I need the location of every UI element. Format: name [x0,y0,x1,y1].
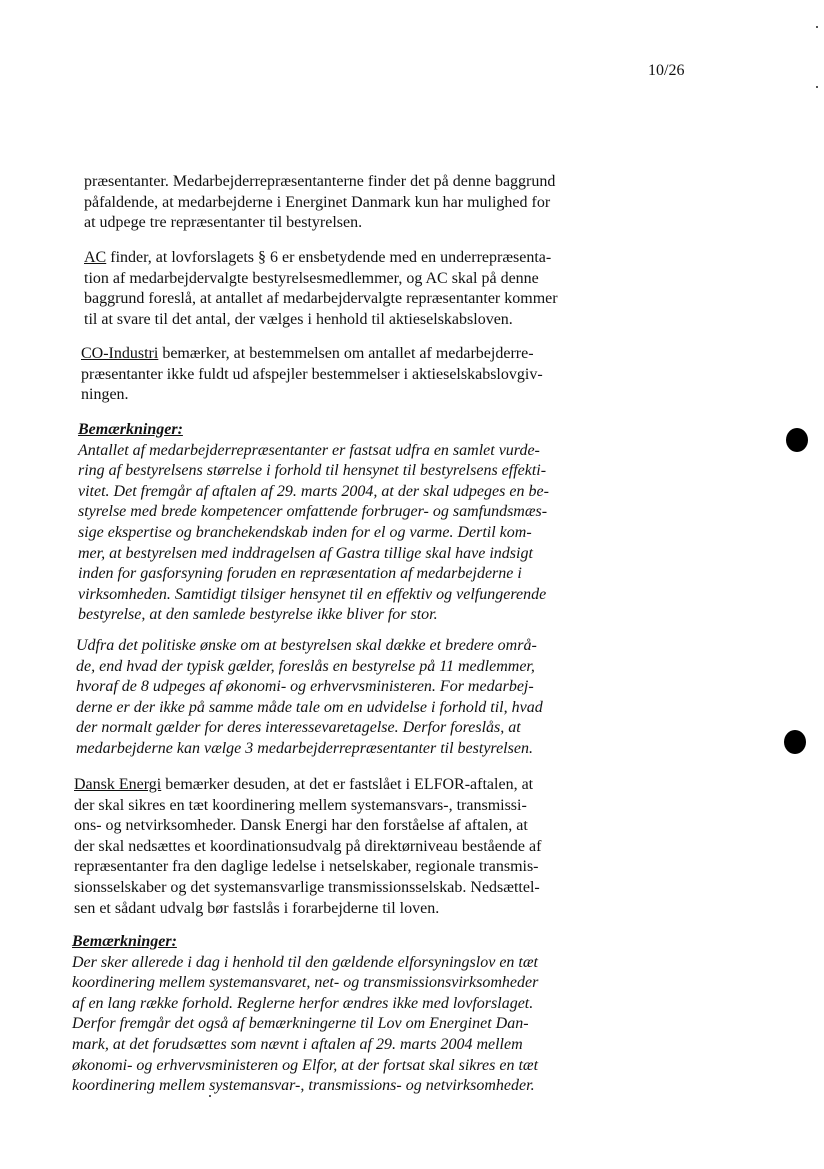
text-line: Der sker allerede i dag i henhold til den gældende elforsyningslov en tæt [72,953,538,971]
margin-dot-mark [784,730,806,754]
text-line: koordinering mellem systemansvar-, transmissions- og netvirksomheder. [72,1077,535,1095]
scan-speck [816,26,818,28]
text-line: til at svare til det antal, der vælges i henhold til aktieselskabsloven. [84,310,513,328]
text-line [81,344,543,365]
text-line: Antallet af medarbejderrepræsentanter er fastsat udfra en samlet vurde- [78,441,540,459]
text-line: repræsentanter fra den daglige ledelse i netselskaber, regionale transmis- [74,858,539,876]
paragraph-dansk-energi [74,775,541,919]
paragraph-co-industri [81,344,543,406]
text-line [74,775,541,796]
text-line: ons- og netvirksomheder. Dansk Energi har den forståelse af aftalen, at [74,817,528,835]
text-line: hvoraf de 8 udpeges af økonomi- og erhvervsministeren. For medarbej- [76,678,534,696]
text-line: der normalt gælder for deres interessevaretagelse. Derfor foreslås, at [76,719,521,737]
text-line: ring af bestyrelsens størrelse i forhold til hensynet til bestyrelsens effekti- [78,462,547,480]
text-line: Derfor fremgår det også af bemærkningerne til Lov om Energinet Dan- [72,1015,529,1033]
text-line: bestyrelse, at den samlede bestyrelse ikke bliver for stor. [78,606,438,624]
text-line: ningen. [81,386,129,404]
text-line: koordinering mellem systemansvaret, net- og transmissionsvirksomheder [72,974,539,992]
text-line: virksomheden. Samtidigt tilsiger hensynet til en effektiv og velfungerende [78,585,547,603]
text-line: økonomi- og erhvervsministeren og Elfor, at der fortsat skal sikres en tæt [72,1056,539,1074]
text-line: af en lang række forhold. Reglerne herfor ændres ikke med lovforslaget. [72,994,534,1012]
org-name-ac: AC [84,249,107,266]
scan-speck [209,1095,211,1097]
page-number: 10/26 [648,62,685,79]
text-line: mer, at bestyrelsen med inddragelsen af Gastra tillige skal have indsigt [78,544,533,562]
remarks-heading: Bemærkninger: [78,421,183,438]
text-segment: bemærker, at bestemmelsen om antallet af medarbejderre- [158,345,534,362]
text-line: mark, at det forudsættes som nævnt i aftalen af 29. marts 2004 mellem [72,1035,523,1053]
text-line: de, end hvad der typisk gælder, foreslås en bestyrelse på 11 medlemmer, [76,657,535,675]
text-line: sige ekspertise og branchekendskab inden for el og varme. Dertil kom- [78,523,532,541]
text-segment: finder, at lovforslagets § 6 er ensbetydende med en underrepræsenta- [106,249,552,266]
text-line: der skal nedsættes et koordinationsudvalg på direktørniveau bestående af [74,837,542,855]
scan-speck [816,86,818,88]
text-line: præsentanter. Medarbejderrepræsentanterne finder det på denne baggrund [84,173,556,190]
remarks-block-1 [78,420,549,626]
text-line: medarbejderne kan vælge 3 medarbejderrepræsentanter til bestyrelsen. [76,739,533,757]
margin-dot-mark [786,428,808,452]
remarks-block-2 [76,636,543,760]
text-line [84,248,558,269]
text-line: Udfra det politiske ønske om at bestyrelsen skal dække et bredere områ- [76,637,537,654]
text-line: vitet. Det fremgår af aftalen af 29. marts 2004, at der skal udpeges en be- [78,482,549,500]
paragraph-ac [84,248,558,330]
text-segment: bemærker desuden, at det er fastslået i ELFOR-aftalen, at [161,776,534,793]
text-line: sen et sådant udvalg bør fastslås i forarbejderne til loven. [74,899,440,917]
text-line: derne er der ikke på samme måde tale om en udvidelse i forhold til, hvad [76,698,543,716]
text-line: påfaldende, at medarbejderne i Energinet Danmark kun har mulighed for [84,193,551,211]
text-line: tion af medarbejdervalgte bestyrelsesmedlemmer, og AC skal på denne [84,269,539,287]
paragraph-employee-reps [84,172,555,234]
text-line: der skal sikres en tæt koordinering mellem systemansvars-, transmissi- [74,796,527,814]
remarks-heading: Bemærkninger: [72,933,177,950]
text-line: inden for gasforsyning foruden en repræsentation af medarbejderne i [78,565,522,583]
text-line: sionsselskaber og det systemansvarlige transmissionsselskab. Nedsættel- [74,878,540,896]
org-name-co-industri: CO-Industri [81,345,159,362]
remarks-block-3 [72,932,538,1097]
text-line: styrelse med brede kompetencer omfattende forbruger- og samfundsmæs- [78,503,548,521]
org-name-dansk-energi: Dansk Energi [74,776,162,793]
text-line: at udpege tre repræsentanter til bestyrelsen. [84,214,363,232]
text-line: baggrund foreslå, at antallet af medarbejdervalgte repræsentanter kommer [84,290,558,308]
text-line: præsentanter ikke fuldt ud afspejler bestemmelser i aktieselskabslovgiv- [81,365,543,383]
